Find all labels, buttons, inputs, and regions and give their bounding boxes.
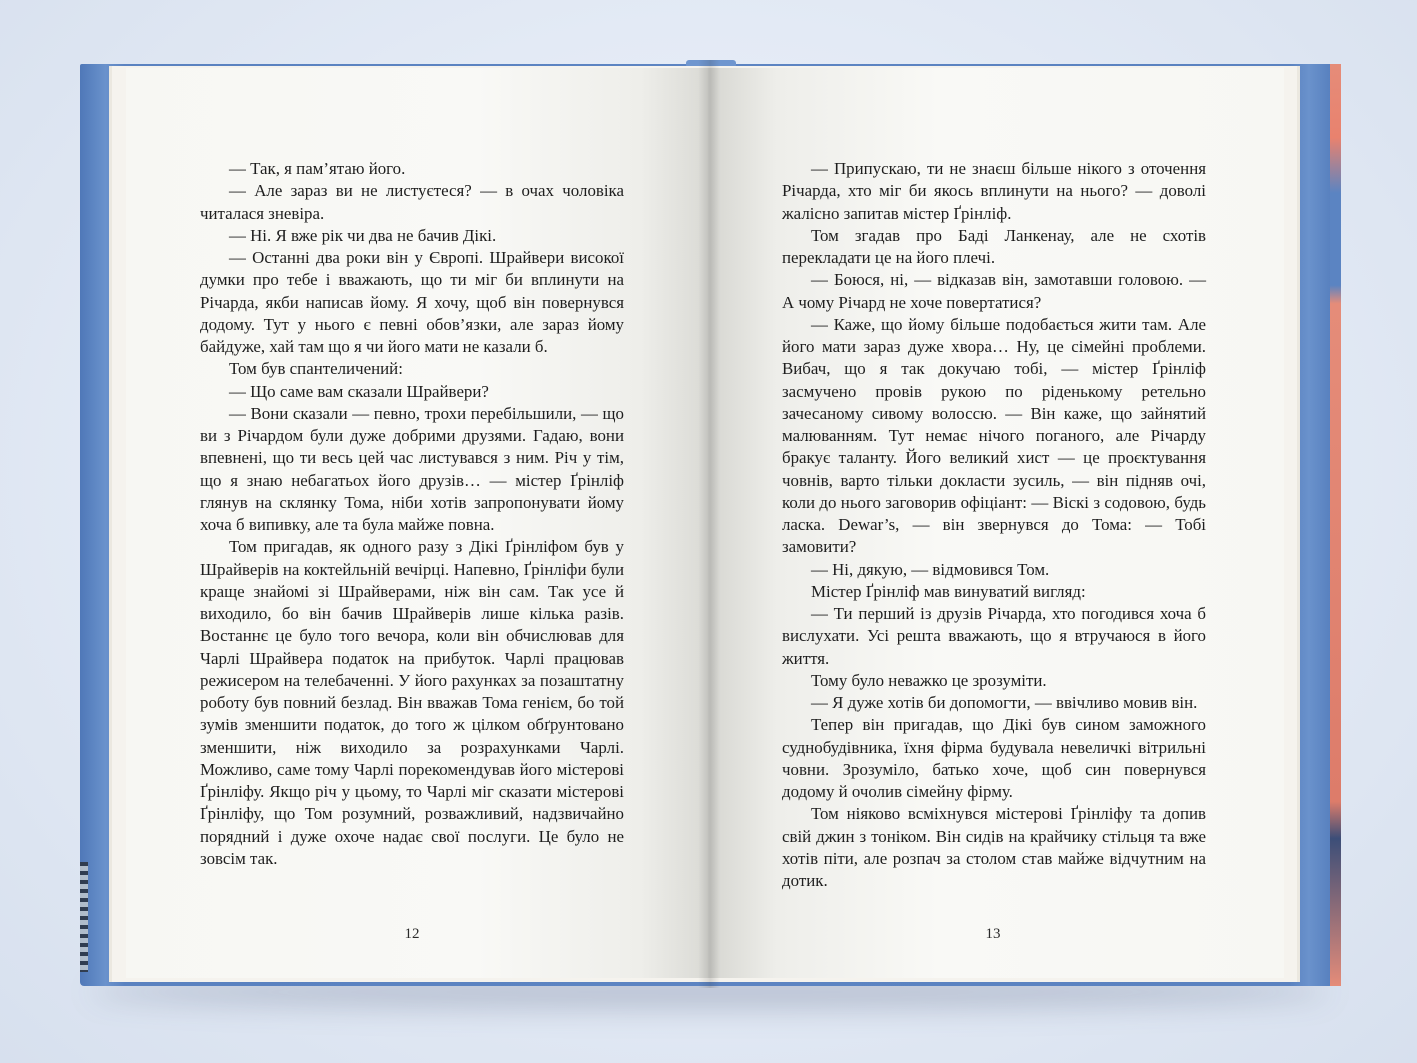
- paragraph: Тому було неважко це зрозуміти.: [811, 670, 1047, 690]
- paragraph: — Вони сказали — певно, трохи перебільшили, — що ви з Річардом були дуже добрими друзями. Гадаю, вони впевнені, що ти весь цей час листувався з ним. Річ у тім, що я знаю небагатьох його друзів… — містер Ґрінліф глянув на склянку Тома, ніби хотів запропонувати йому хоча б випивку, але та була майже повна.: [200, 403, 624, 534]
- left-page: [126, 68, 710, 978]
- paragraph: Том пригадав, як одного разу з Дікі Ґрінліфом був у Шрайверів на коктейльній вечірці. Напевно, Ґрінліфи були краще знайомі зі Шрайверами, ніж він сам. Так усе й виходило, бо він бачив Шрайверів лише кілька разів. Востаннє це було того вечора, коли він обчислював для Чарлі Шрайвера податок на прибуток. Чарлі працював режисером на телебаченні. У його рахунках за позаштатну роботу був повний безлад. Він вважав Тома генієм, бо той зумів зменшити податок, до того ж цілком обґрунтовано зменшити, ніж виходило за розрахунками Чарлі. Можливо, саме тому Чарлі порекомендував його містерові Ґрінліфу. Якщо річ у цьому, то Чарлі міг сказати містерові Ґрінліфу, що Том розумний, розважливий, надзвичайно порядний і дуже охоче надає свої послуги. Це було не зовсім так.: [200, 537, 624, 868]
- right-page: [708, 68, 1284, 978]
- cover-art-edge-left: [80, 862, 88, 972]
- paragraph: — Я дуже хотів би допомогти, — ввічливо мовив він.: [811, 693, 1198, 712]
- paragraph: — Ні, дякую, — відмовився Том.: [811, 559, 1050, 579]
- paragraph: — Ні. Я вже рік чи два не бачив Дікі.: [229, 225, 497, 245]
- paragraph: Тепер він пригадав, що Дікі був сином заможного суднобудівника, їхня фірма будувала невеличкі вітрильні човни. Зрозуміло, батько хоче, щоб син повернувся додому й очолив сімейну фірму.: [782, 715, 1206, 801]
- paragraph: — Припускаю, ти не знаєш більше нікого з оточення Річарда, хто міг би якось вплинути на нього? — доволі жалісно запитав містер Ґрінліф.: [782, 159, 1206, 223]
- paragraph: Том згадав про Баді Ланкенау, але не схотів перекладати це на його плечі.: [782, 225, 1206, 267]
- paragraph: — Але зараз ви не листуєтеся? — в очах чоловіка читалася зневіра.: [200, 181, 624, 223]
- page-number: 12: [404, 926, 420, 942]
- paragraph: — Останні два роки він у Європі. Шрайвери високої думки про тебе і вважають, що ти міг би вплинути на Річарда, якби написав йому. Я хочу, щоб він повернувся додому. Тут у нього є певні обов’язки, але зараз йому байдуже, хай там що я чи його мати не казали б.: [200, 248, 624, 356]
- paragraph: Том ніяково всміхнувся містерові Ґрінліфу та допив свій джин з тоніком. Він сидів на крайчику стільця та вже хотів піти, але розпач за столом став майже відчутним на дотик.: [782, 804, 1206, 890]
- paragraph: Том був спантеличений:: [229, 359, 403, 379]
- right-page-text: [782, 158, 1206, 892]
- paragraph: — Каже, що йому більше подобається жити там. Але його мати зараз дуже хвора… Ну, це сімейні проблеми. Вибач, що я так докучаю тобі, — містер Ґрінліф засмучено провів рукою по рідeнькому ретельно зачесаному сивому волоссю. — Він каже, що зайнятий малюванням. Тут немає нічого поганого, але Річарду бракує таланту. Його великий хист — це проєктування човнів, варто тільки докласти зусиль, — він підняв очі, коли до нього заговорив офіціант: — Віскі з содовою, будь ласка. Dewar’s, — він звернувся до Тома: — Тобі замовити?: [782, 314, 1206, 557]
- paragraph: — Боюся, ні, — відказав він, замотавши головою. — А чому Річард не хоче повертатися?: [782, 270, 1206, 312]
- cover-art-edge-right: [1330, 64, 1341, 986]
- left-page-text: [200, 158, 624, 870]
- page-number: 13: [985, 926, 1001, 942]
- paragraph: Містер Ґрінліф мав винуватий вигляд:: [811, 581, 1086, 601]
- paragraph: — Ти перший із друзів Річарда, хто погодився хоча б вислухати. Усі решта вважають, що я втручаюся в його життя.: [782, 604, 1206, 668]
- paragraph: — Так, я пам’ятаю його.: [229, 159, 406, 178]
- paragraph: — Що саме вам сказали Шрайвери?: [229, 381, 489, 401]
